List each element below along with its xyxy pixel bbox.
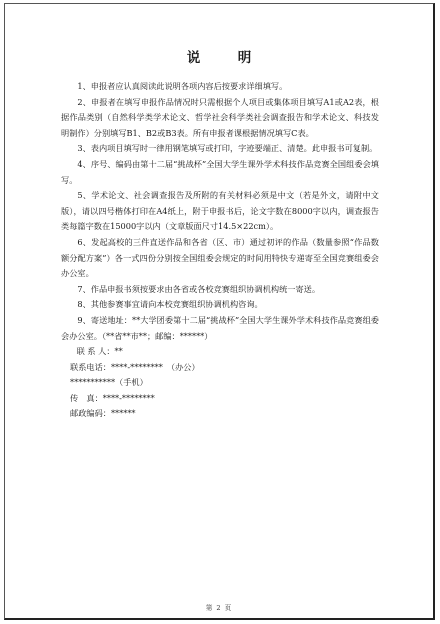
contact-fax: 传 真：****-******** — [70, 392, 155, 403]
instruction-item-6: 6、发起高校的三件直送作品和各省（区、市）通过初评的作品（数量参照“作品数额分配方案”）各一式四份分别按全国组委会规定的时间用特快专递寄至全国竞赛组委会办公室。 — [61, 236, 379, 279]
instruction-item-9: 9、寄送地址：**大学团委第十二届“挑战杯”全国大学生课外学术科技作品竞赛组委会办公室。（**省**市**；邮编：******） — [61, 314, 379, 341]
instruction-item-5: 5、学术论文、社会调查报告及所附的有关材料必须是中文（若是外文，请附中文版），请以四号楷体打印在A4纸上，附于申报书后，论文字数在8000字以内，调查报告类每篇字数在15000字以内（文章版面尺寸14.5×22cm）。 — [61, 190, 379, 232]
instruction-item-7: 7、作品申报书须按要求由各省或各校竞赛组织协调机构统一寄送。 — [77, 283, 321, 294]
instruction-item-1: 1、申报者应认真阅读此说明各项内容后按要求详细填写。 — [77, 81, 288, 91]
page-number: 第 2 页 — [205, 604, 233, 612]
contact-mobile: ***********（手机） — [70, 377, 148, 388]
instruction-item-8: 8、其他参赛事宜请向本校竞赛组织协调机构咨询。 — [77, 299, 263, 310]
page-title: 说 明 — [186, 50, 264, 66]
instructions-body — [61, 79, 379, 422]
contact-postcode: 邮政编码：****** — [70, 408, 136, 419]
instruction-item-2: 2、申报者在填写申报作品情况时只需根据个人项目或集体项目填写A1或A2表，根据作品类别（自然科学类学术论文、哲学社会科学类社会调查报告和学术论文、科技发明制作）分别填写B1、B2或B3表。所有申报者课根据情况填写C表。 — [61, 96, 379, 138]
instruction-item-4: 4、序号、编码由第十二届“挑战杯”全国大学生课外学术科技作品竞赛全国组委会填写。 — [61, 158, 379, 185]
contact-person: 联 系 人：** — [76, 346, 123, 357]
contact-phone: 联系电话：****-******** （办公） — [70, 361, 200, 372]
document-page — [4, 3, 435, 620]
instruction-item-3: 3、表内项目填写时一律用钢笔填写或打印，字迹要端正、清楚。此申报书可复制。 — [77, 143, 378, 154]
